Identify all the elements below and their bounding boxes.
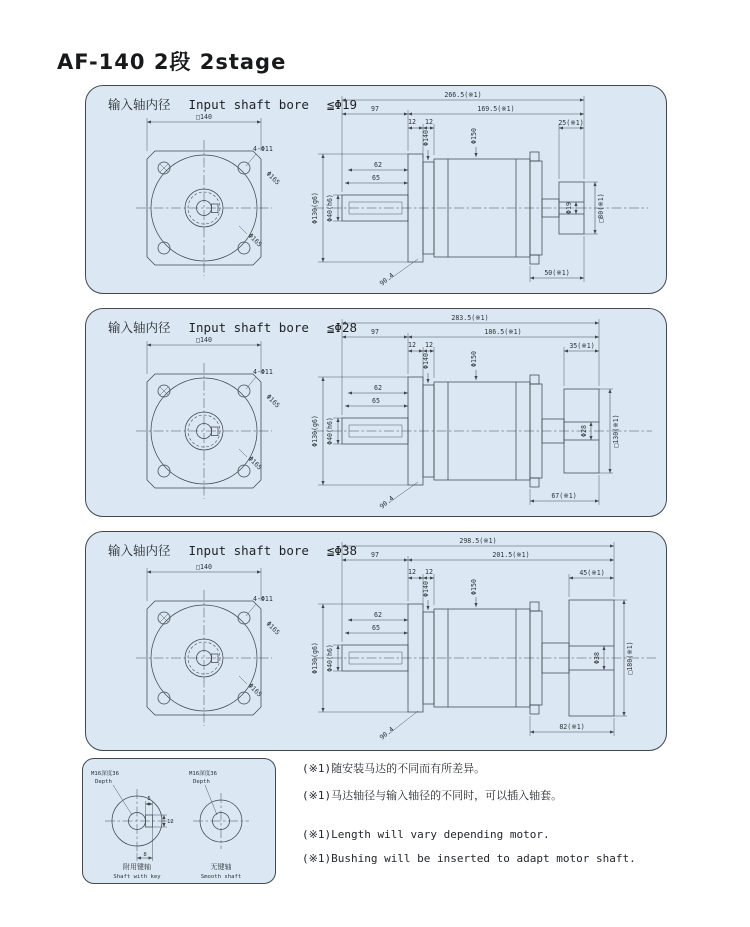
dim-total-length: 266.5(※1) [444, 91, 482, 99]
tap-note-cn: M16深度36 [91, 771, 120, 777]
bore-limit: ≦Φ38 [326, 543, 358, 558]
dim-pilot-dia: Φ130(g6) [311, 642, 319, 674]
caption-smooth-cn: 无键轴 [210, 863, 232, 871]
dim-adapter-total: 67(※1) [551, 492, 577, 500]
dim-front-length: 97 [371, 105, 379, 113]
dim-pilot-dia: Φ130(g6) [311, 192, 319, 224]
dim-front-length: 97 [371, 328, 379, 336]
side-view [311, 537, 656, 742]
dim-motor-flange: □80(※1) [597, 193, 605, 223]
dim-shaft-dia: Φ40(h6) [326, 194, 334, 222]
front-holes-dim: 4-Φ11 [253, 595, 273, 603]
drawing-bore-28 [86, 309, 666, 516]
dim-motor-flange: □180(※1) [626, 641, 634, 675]
dim-front-length: 97 [371, 551, 379, 559]
dim-body-dia2: Φ150 [470, 579, 478, 595]
dim-body-dia2: Φ150 [470, 128, 478, 144]
header-cn: 输入轴内径 [108, 320, 171, 335]
dim-shoulder: 62 [374, 611, 382, 619]
front-bolt-circle-dim: Φ165 [264, 169, 282, 187]
footnotes [302, 760, 722, 876]
dim-shaft-dia: Φ40(h6) [326, 417, 334, 445]
dim-shoulder: 62 [374, 161, 382, 169]
header-cn: 输入轴内径 [108, 543, 171, 558]
key-dim-top: 5 [147, 796, 151, 802]
front-holes-dim: 4-Φ11 [253, 368, 273, 376]
page-title: AF-140 2段 2stage [57, 50, 287, 74]
dim-total-length: 298.5(※1) [459, 537, 497, 545]
front-outer-dia-dim: Φ165 [246, 681, 264, 699]
dim-body-dia1: Φ140 [422, 581, 430, 597]
dim-adapter-total: 82(※1) [559, 723, 585, 731]
dim-adapter-length: 35(※1) [569, 342, 595, 350]
header-en: Input shaft bore [188, 320, 309, 335]
tap-note-cn: M16深度36 [189, 771, 218, 777]
panel-bore-19 [85, 85, 667, 294]
dim-bore-dia: Φ19 [565, 202, 573, 214]
shaft-type-box [82, 758, 276, 884]
front-holes-dim: 4-Φ11 [253, 145, 273, 153]
drawing-bore-38 [86, 532, 666, 750]
bore-limit: ≦Φ19 [326, 97, 358, 112]
side-view [311, 91, 648, 288]
dim-seg-b: 12 [425, 341, 433, 349]
tap-note-en: Depth [95, 779, 112, 785]
front-view [136, 336, 281, 499]
smooth-shaft-view [189, 769, 249, 880]
dim-body-dia2: Φ150 [470, 351, 478, 367]
drawing-bore-19 [86, 86, 666, 293]
front-view [136, 563, 281, 726]
dim-seg-a: 12 [408, 341, 416, 349]
dim-adapter-length: 45(※1) [579, 569, 605, 577]
footnote-en-2: (※1)Bushing will be inserted to adapt motor shaft. [302, 852, 636, 865]
dim-seg-b: 12 [425, 568, 433, 576]
tap-note-en: Depth [193, 779, 210, 785]
dim-shoulder: 62 [374, 384, 382, 392]
footnote-en-1: (※1)Length will vary depending motor. [302, 828, 550, 841]
key-dim-bottom: 8 [143, 852, 147, 858]
shaft-type-drawing [83, 759, 275, 883]
footnote-cn-1: (※1)随安装马达的不同而有所差异。 [302, 762, 486, 775]
panel-bore-28 [85, 308, 667, 517]
header-en: Input shaft bore [188, 97, 309, 112]
dim-total-length: 283.5(※1) [451, 314, 489, 322]
dim-seg-b: 12 [425, 118, 433, 126]
dim-body-dia1: Φ140 [422, 353, 430, 369]
caption-key-en: Shaft with key [113, 874, 161, 880]
front-view [136, 113, 281, 276]
front-outer-dia-dim: Φ165 [246, 454, 264, 472]
footnote-cn-2: (※1)马达轴径与输入轴径的不同时，可以插入轴套。 [302, 789, 563, 802]
side-view [311, 314, 652, 511]
dim-adapter-total: 50(※1) [544, 269, 570, 277]
front-square-dim: □140 [196, 336, 212, 344]
front-bolt-circle-dim: Φ165 [264, 619, 282, 637]
bore-limit: ≦Φ28 [326, 320, 358, 335]
caption-key-cn: 附用键轴 [123, 863, 151, 871]
panel-bore-38 [85, 531, 667, 751]
corner-note: 90.4 [378, 725, 396, 742]
key-dim-side: 12 [167, 819, 174, 825]
dim-bore-dia: Φ28 [580, 425, 588, 437]
dim-rear-length: 169.5(※1) [477, 105, 515, 113]
caption-smooth-en: Smooth shaft [200, 874, 242, 880]
dim-seg-a: 12 [408, 118, 416, 126]
dim-rear-length: 201.5(※1) [492, 551, 530, 559]
header-en: Input shaft bore [188, 543, 309, 558]
dim-shaft-dia: Φ40(h6) [326, 644, 334, 672]
dim-shaft-length: 65 [372, 174, 380, 182]
dim-adapter-length: 25(※1) [558, 119, 584, 127]
dim-shaft-length: 65 [372, 624, 380, 632]
dim-pilot-dia: Φ130(g6) [311, 415, 319, 447]
dim-body-dia1: Φ140 [422, 130, 430, 146]
front-bolt-circle-dim: Φ165 [264, 392, 282, 410]
corner-note: 90.4 [378, 494, 396, 511]
shaft-with-key-view [91, 769, 174, 880]
dim-shaft-length: 65 [372, 397, 380, 405]
header-cn: 输入轴内径 [108, 97, 171, 112]
corner-note: 90.4 [378, 271, 396, 288]
front-square-dim: □140 [196, 113, 212, 121]
front-outer-dia-dim: Φ165 [246, 231, 264, 249]
dim-bore-dia: Φ38 [593, 652, 601, 664]
dim-seg-a: 12 [408, 568, 416, 576]
dim-rear-length: 186.5(※1) [484, 328, 522, 336]
dim-motor-flange: □130(※1) [612, 414, 620, 448]
front-square-dim: □140 [196, 563, 212, 571]
